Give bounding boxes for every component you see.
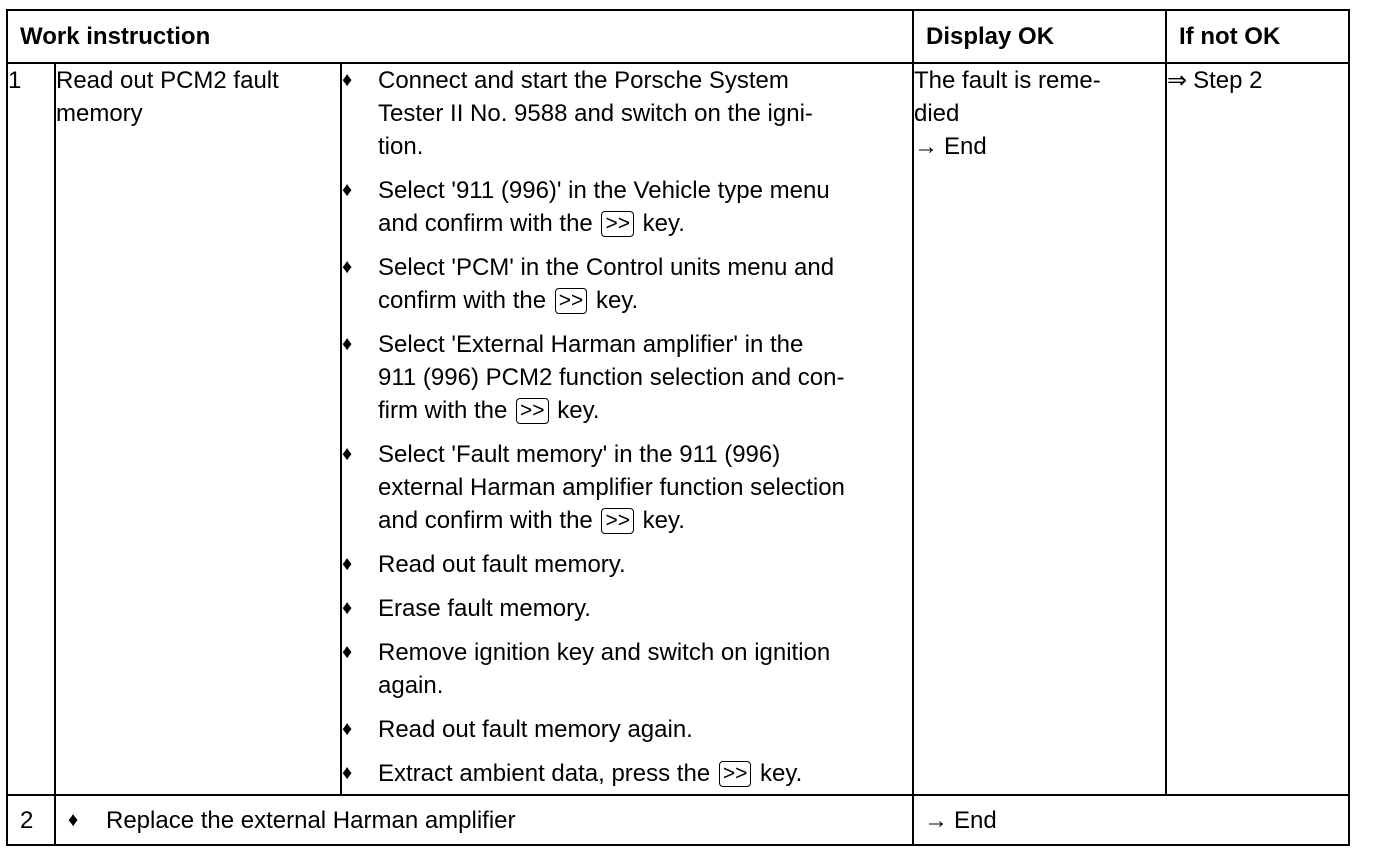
- list-item: [342, 438, 912, 537]
- list-item: [342, 251, 912, 317]
- diamond-bullet-icon: ♦: [342, 179, 353, 201]
- list-item: [342, 757, 912, 790]
- step-text: key.: [642, 210, 685, 237]
- diamond-bullet-icon: ♦: [342, 443, 353, 465]
- row-name: [55, 63, 341, 795]
- step-line: Erase fault memory.: [378, 595, 591, 622]
- step-text: Extract ambient data, press the: [378, 760, 711, 787]
- row-name-line: Read out PCM2 fault: [56, 67, 279, 94]
- right-arrow-icon: →: [924, 806, 948, 834]
- display-ok-line: The fault is reme-: [914, 67, 1101, 94]
- step-line: 911 (996) PCM2 function selection and con-: [378, 364, 845, 391]
- step-text: firm with the: [378, 397, 508, 424]
- step-line: Tester II No. 9588 and switch on the igni-: [378, 100, 813, 127]
- list-item: [342, 713, 912, 746]
- table-row: [7, 63, 1349, 795]
- list-item: [342, 174, 912, 240]
- step-line: Select 'External Harman amplifier' in the: [378, 331, 804, 358]
- diamond-bullet-icon: ♦: [342, 333, 353, 355]
- step-line: [378, 207, 912, 240]
- step-text: and confirm with the: [378, 507, 593, 534]
- diamond-bullet-icon: ♦: [342, 641, 353, 663]
- step-text: key.: [642, 507, 685, 534]
- if-not-ok-cell: [1166, 63, 1349, 795]
- row-description-cell: [55, 795, 913, 845]
- double-right-arrow-icon: ⇒: [1167, 67, 1188, 94]
- header-work-instruction: Work instruction: [7, 10, 913, 63]
- step-line: Select 'Fault memory' in the 911 (996): [378, 441, 781, 468]
- step-line: external Harman amplifier function selection: [378, 474, 845, 501]
- list-item: [342, 592, 912, 625]
- right-arrow-icon: →: [914, 133, 938, 160]
- work-instruction-table: [6, 9, 1350, 846]
- forward-key-icon: >>: [601, 508, 634, 534]
- diamond-bullet-icon: ♦: [342, 553, 353, 575]
- forward-key-icon: >>: [516, 398, 549, 424]
- row-description: Replace the external Harman amplifier: [106, 806, 516, 834]
- list-item: [342, 64, 912, 163]
- steps-cell: [341, 63, 913, 795]
- display-ok-cell: [913, 795, 1349, 845]
- display-ok-line: died: [914, 100, 960, 127]
- table-row: [7, 795, 1349, 845]
- diamond-bullet-icon: ♦: [342, 597, 353, 619]
- forward-key-icon: >>: [555, 288, 588, 314]
- list-item: [342, 328, 912, 427]
- diamond-bullet-icon: ♦: [68, 808, 79, 831]
- step-text: key.: [557, 397, 600, 424]
- row-name-line: memory: [56, 100, 143, 127]
- step-line: [378, 394, 912, 427]
- step-text: and confirm with the: [378, 210, 593, 237]
- header-if-not-ok: If not OK: [1166, 10, 1349, 63]
- step-line: Select '911 (996)' in the Vehicle type menu: [378, 177, 830, 204]
- forward-key-icon: >>: [601, 211, 634, 237]
- step-line: Remove ignition key and switch on ignition: [378, 639, 831, 666]
- list-item: [342, 548, 912, 581]
- display-ok-end: End: [954, 806, 997, 834]
- if-not-ok-step: Step 2: [1193, 67, 1263, 94]
- row-number: 1: [7, 63, 55, 795]
- row-number: 2: [7, 795, 55, 845]
- step-text: confirm with the: [378, 287, 547, 314]
- step-line: [378, 504, 912, 537]
- display-ok-cell: [913, 63, 1166, 795]
- display-ok-end: End: [944, 133, 987, 160]
- diamond-bullet-icon: ♦: [342, 256, 353, 278]
- header-row: [7, 10, 1349, 63]
- step-line: [378, 284, 912, 317]
- step-line: Connect and start the Porsche System: [378, 67, 789, 94]
- step-line: Read out fault memory.: [378, 551, 626, 578]
- step-line: again.: [378, 672, 444, 699]
- step-line: tion.: [378, 133, 424, 160]
- step-line: [378, 757, 912, 790]
- step-text: key.: [760, 760, 803, 787]
- diamond-bullet-icon: ♦: [342, 718, 353, 740]
- diamond-bullet-icon: ♦: [342, 762, 353, 784]
- step-line: Read out fault memory again.: [378, 716, 693, 743]
- diamond-bullet-icon: ♦: [342, 69, 353, 91]
- display-ok-line: [914, 130, 1165, 163]
- header-display-ok: Display OK: [913, 10, 1166, 63]
- forward-key-icon: >>: [719, 761, 752, 787]
- list-item: [342, 636, 912, 702]
- step-line: Select 'PCM' in the Control units menu and: [378, 254, 835, 281]
- list-item: [68, 804, 912, 837]
- step-text: key.: [595, 287, 639, 314]
